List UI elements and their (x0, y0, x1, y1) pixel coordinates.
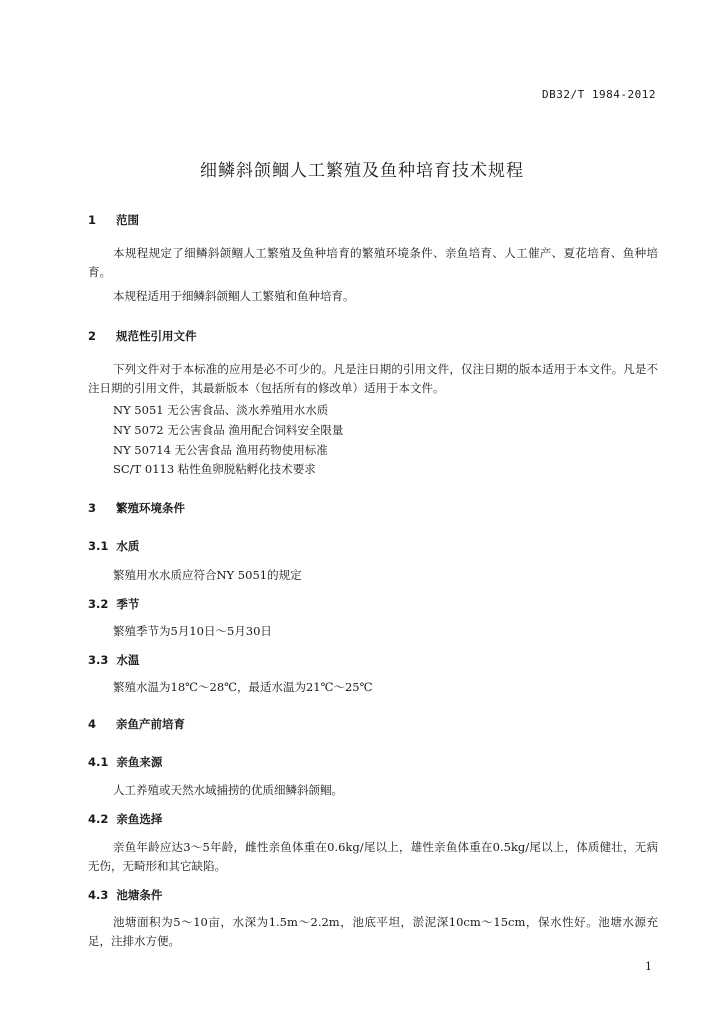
section-heading-2: 2 规范性引用文件 (88, 329, 197, 343)
section-heading-1: 1 范围 (88, 213, 140, 227)
subsection-heading-4-1: 4.1 亲鱼来源 (88, 755, 163, 769)
reference-item: NY 5051 无公害食品、淡水养殖用水水质 (113, 403, 329, 417)
paragraph: 繁殖水温为18℃～28℃，最适水温为21℃～25℃ (113, 680, 373, 694)
paragraph: 本规程规定了细鳞斜颌鲴人工繁殖及鱼种培育的繁殖环境条件、亲鱼培育、人工催产、夏花培育、鱼种培育。 (88, 246, 658, 279)
paragraph: 下列文件对于本标准的应用是必不可少的。凡是注日期的引用文件，仅注日期的版本适用于本文件。凡是不注日期的引用文件，其最新版本（包括所有的修改单）适用于本文件。 (88, 362, 658, 395)
page-number: 1 (645, 960, 652, 973)
reference-item: SC/T 0113 粘性鱼卵脱粘孵化技术要求 (113, 462, 316, 476)
subsection-heading-3-3: 3.3 水温 (88, 653, 140, 667)
paragraph: 本规程适用于细鳞斜颌鲴人工繁殖和鱼种培育。 (113, 289, 355, 303)
section-heading-3: 3 繁殖环境条件 (88, 501, 186, 515)
paragraph: 繁殖用水水质应符合NY 5051的规定 (113, 568, 302, 582)
section-heading-4: 4 亲鱼产前培育 (88, 717, 186, 731)
subsection-heading-4-3: 4.3 池塘条件 (88, 888, 163, 902)
document-title: 细鳞斜颌鲴人工繁殖及鱼种培育技术规程 (200, 161, 524, 181)
reference-item: NY 5072 无公害食品 渔用配合饲料安全限量 (113, 423, 344, 437)
subsection-heading-3-2: 3.2 季节 (88, 597, 140, 611)
subsection-heading-3-1: 3.1 水质 (88, 539, 140, 553)
paragraph: 池塘面积为5～10亩，水深为1.5m～2.2m，池底平坦，淤泥深10cm～15cm，保水性好。池塘水源充足，注排水方便。 (88, 915, 658, 948)
paragraph: 亲鱼年龄应达3～5年龄，雌性亲鱼体重在0.6kg/尾以上，雄性亲鱼体重在0.5kg/尾以上，体质健壮，无病无伤，无畸形和其它缺陷。 (88, 840, 658, 873)
paragraph: 人工养殖或天然水域捕捞的优质细鳞斜颌鲴。 (113, 783, 343, 797)
subsection-heading-4-2: 4.2 亲鱼选择 (88, 812, 163, 826)
standard-code: DB32/T 1984-2012 (542, 88, 656, 101)
reference-item: NY 50714 无公害食品 渔用药物使用标准 (113, 443, 328, 457)
paragraph: 繁殖季节为5月10日～5月30日 (113, 624, 272, 638)
